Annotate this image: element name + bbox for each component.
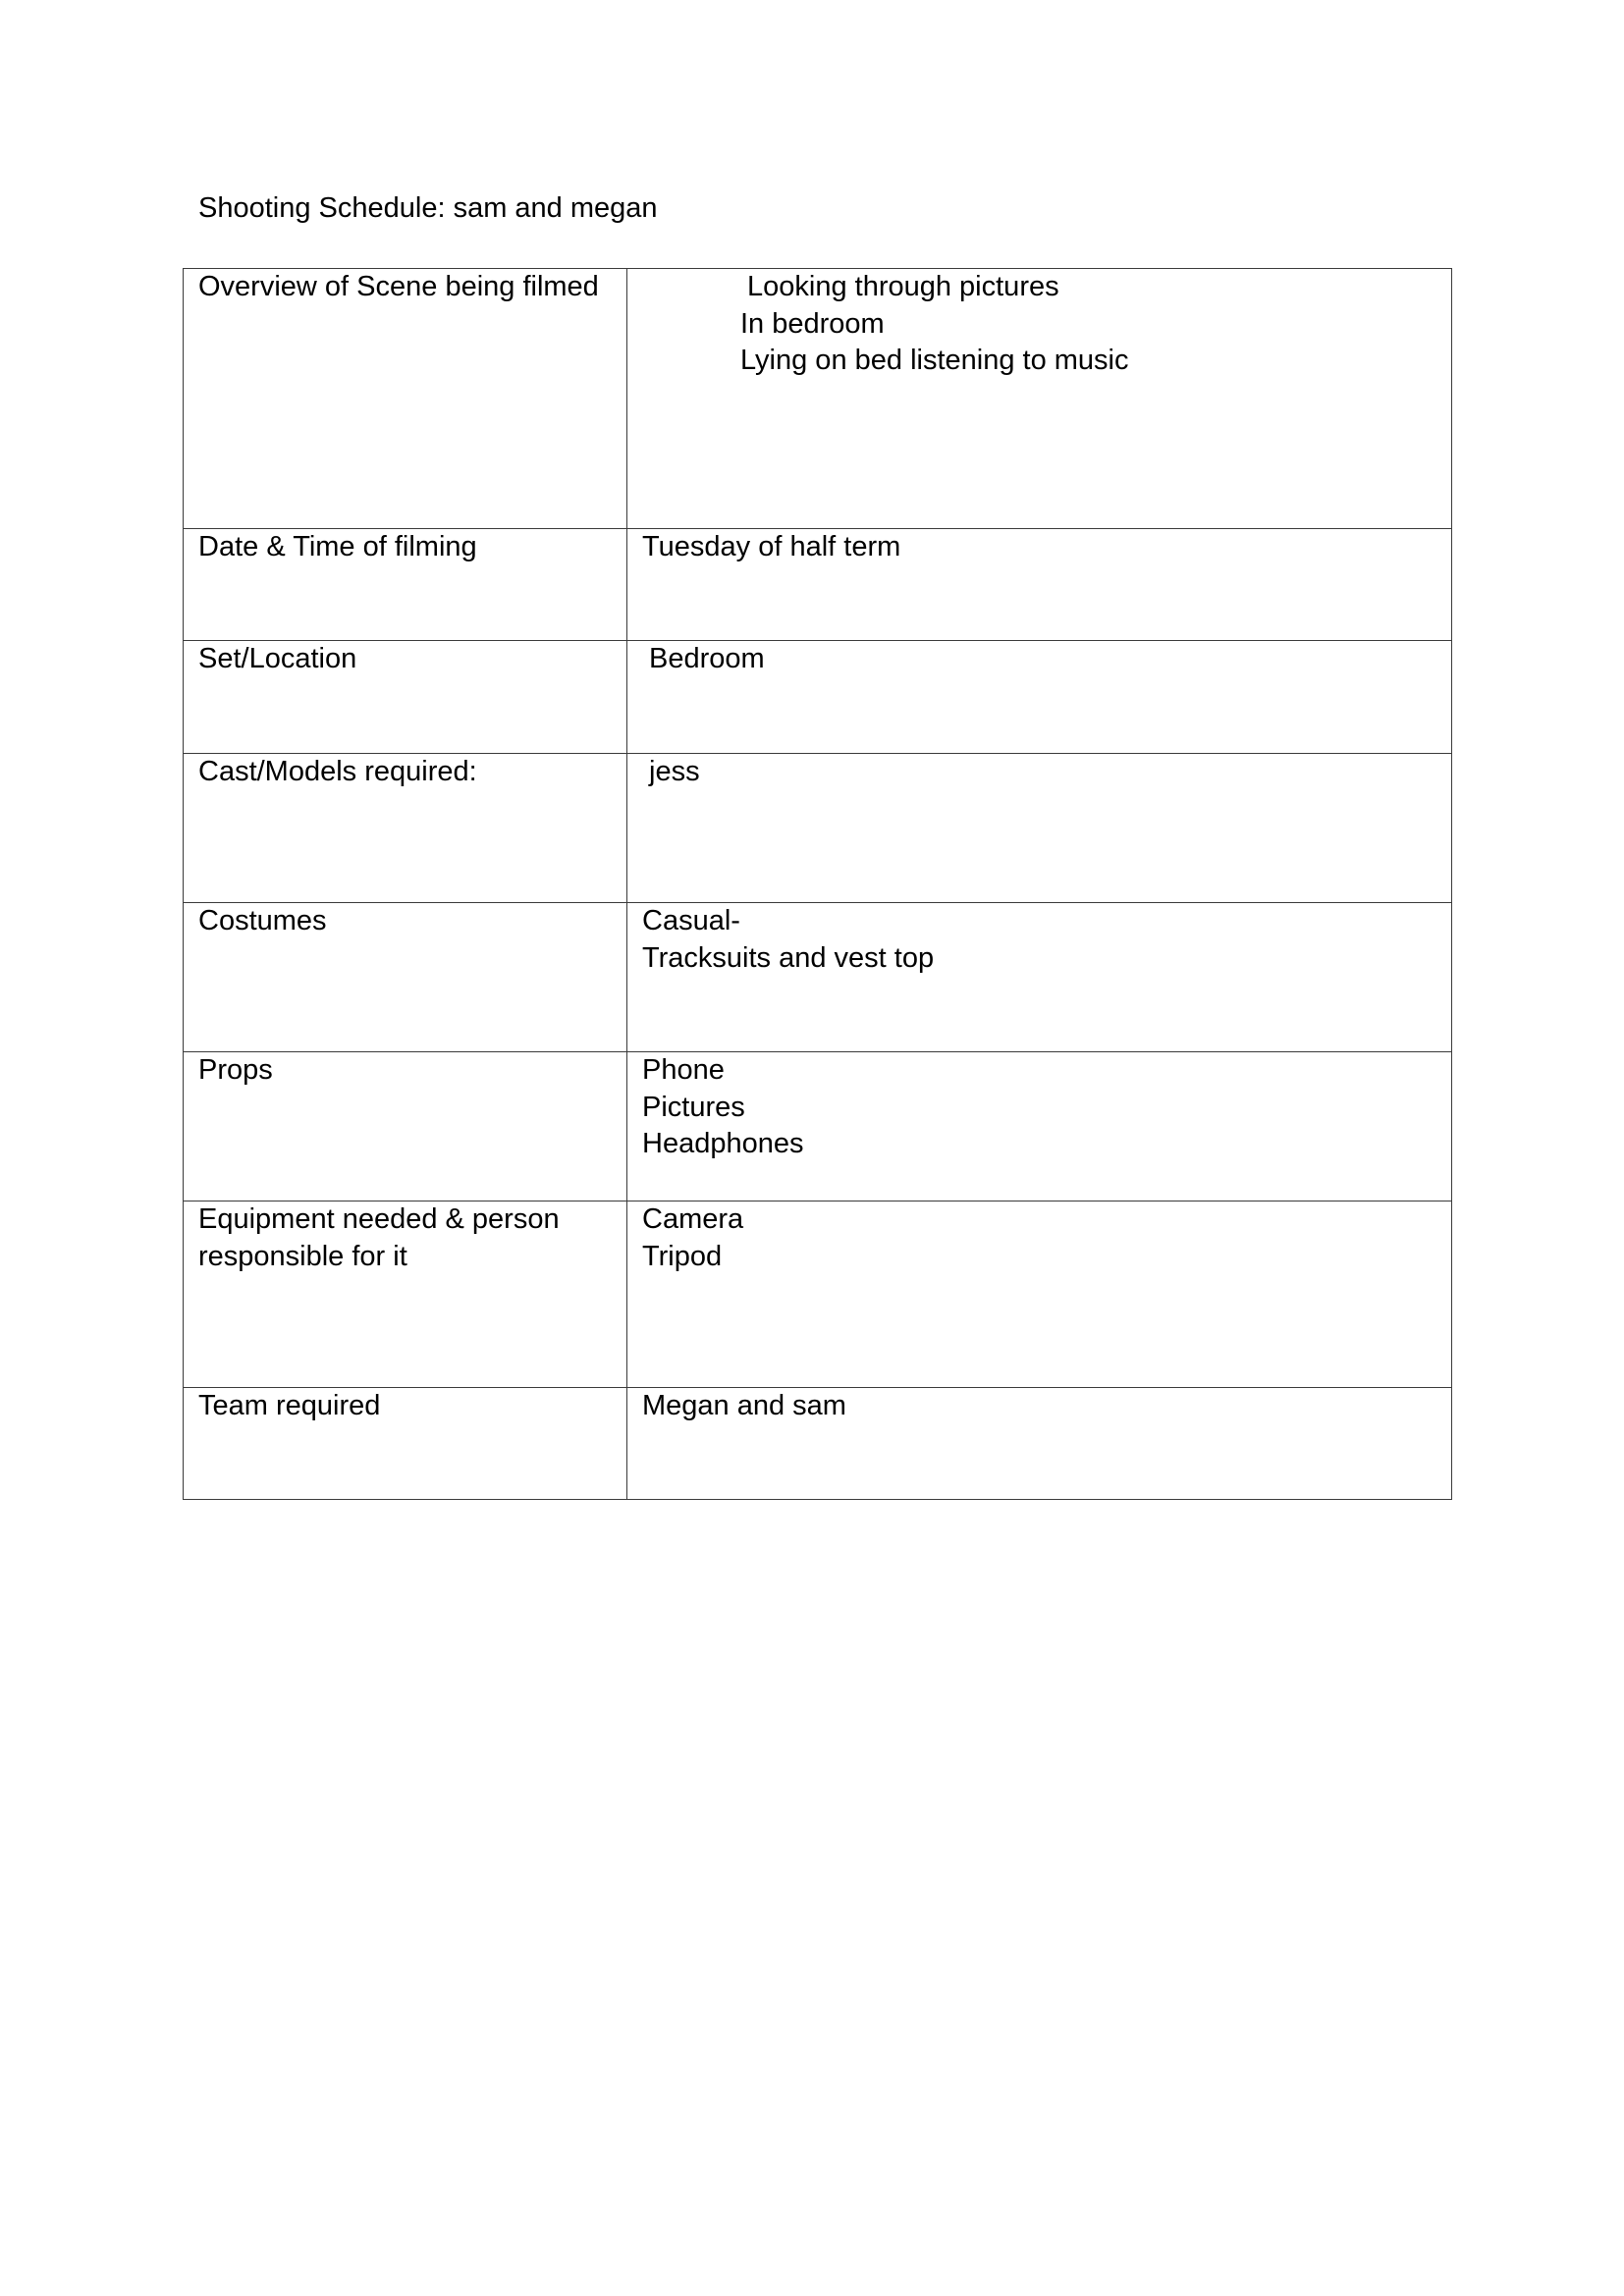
value-line: Camera: [642, 1203, 744, 1235]
row-value: [627, 754, 1452, 903]
value-line: Tracksuits and vest top: [642, 941, 935, 974]
value-line: jess: [649, 756, 700, 787]
table-row: [184, 903, 1452, 1052]
table-row: [184, 1388, 1452, 1500]
row-value: [627, 269, 1452, 529]
row-value: [627, 1052, 1452, 1201]
table-row: [184, 641, 1452, 754]
row-value: [627, 1201, 1452, 1388]
row-value: [627, 1388, 1452, 1500]
value-line: Pictures: [642, 1091, 745, 1123]
value-line: Casual-: [642, 905, 740, 936]
value-line: Bedroom: [649, 643, 765, 674]
value-line: Lying on bed listening to music: [740, 345, 1129, 376]
value-line: Headphones: [642, 1128, 804, 1159]
row-label: Costumes: [184, 903, 627, 1052]
row-label: Equipment needed & person responsible for it: [184, 1201, 627, 1388]
table-row: [184, 1052, 1452, 1201]
row-value: [627, 529, 1452, 641]
page-title: Shooting Schedule: sam and megan: [198, 192, 658, 224]
row-label: Overview of Scene being filmed: [184, 269, 627, 529]
table-row: [184, 529, 1452, 641]
value-line: Phone: [642, 1054, 725, 1086]
table-row: [184, 754, 1452, 903]
value-line: Megan and sam: [642, 1390, 846, 1421]
row-value: [627, 903, 1452, 1052]
shooting-schedule-table: [183, 268, 1452, 1500]
table-row: [184, 1201, 1452, 1388]
row-value: [627, 641, 1452, 754]
row-label: Cast/Models required:: [184, 754, 627, 903]
value-line: Tuesday of half term: [642, 531, 901, 562]
row-label: Date & Time of filming: [184, 529, 627, 641]
row-label: Props: [184, 1052, 627, 1201]
value-line: Tripod: [642, 1240, 723, 1272]
row-label: Team required: [184, 1388, 627, 1500]
row-label: Set/Location: [184, 641, 627, 754]
value-line: In bedroom: [740, 307, 885, 340]
table-row: [184, 269, 1452, 529]
value-line: Looking through pictures: [747, 271, 1059, 302]
